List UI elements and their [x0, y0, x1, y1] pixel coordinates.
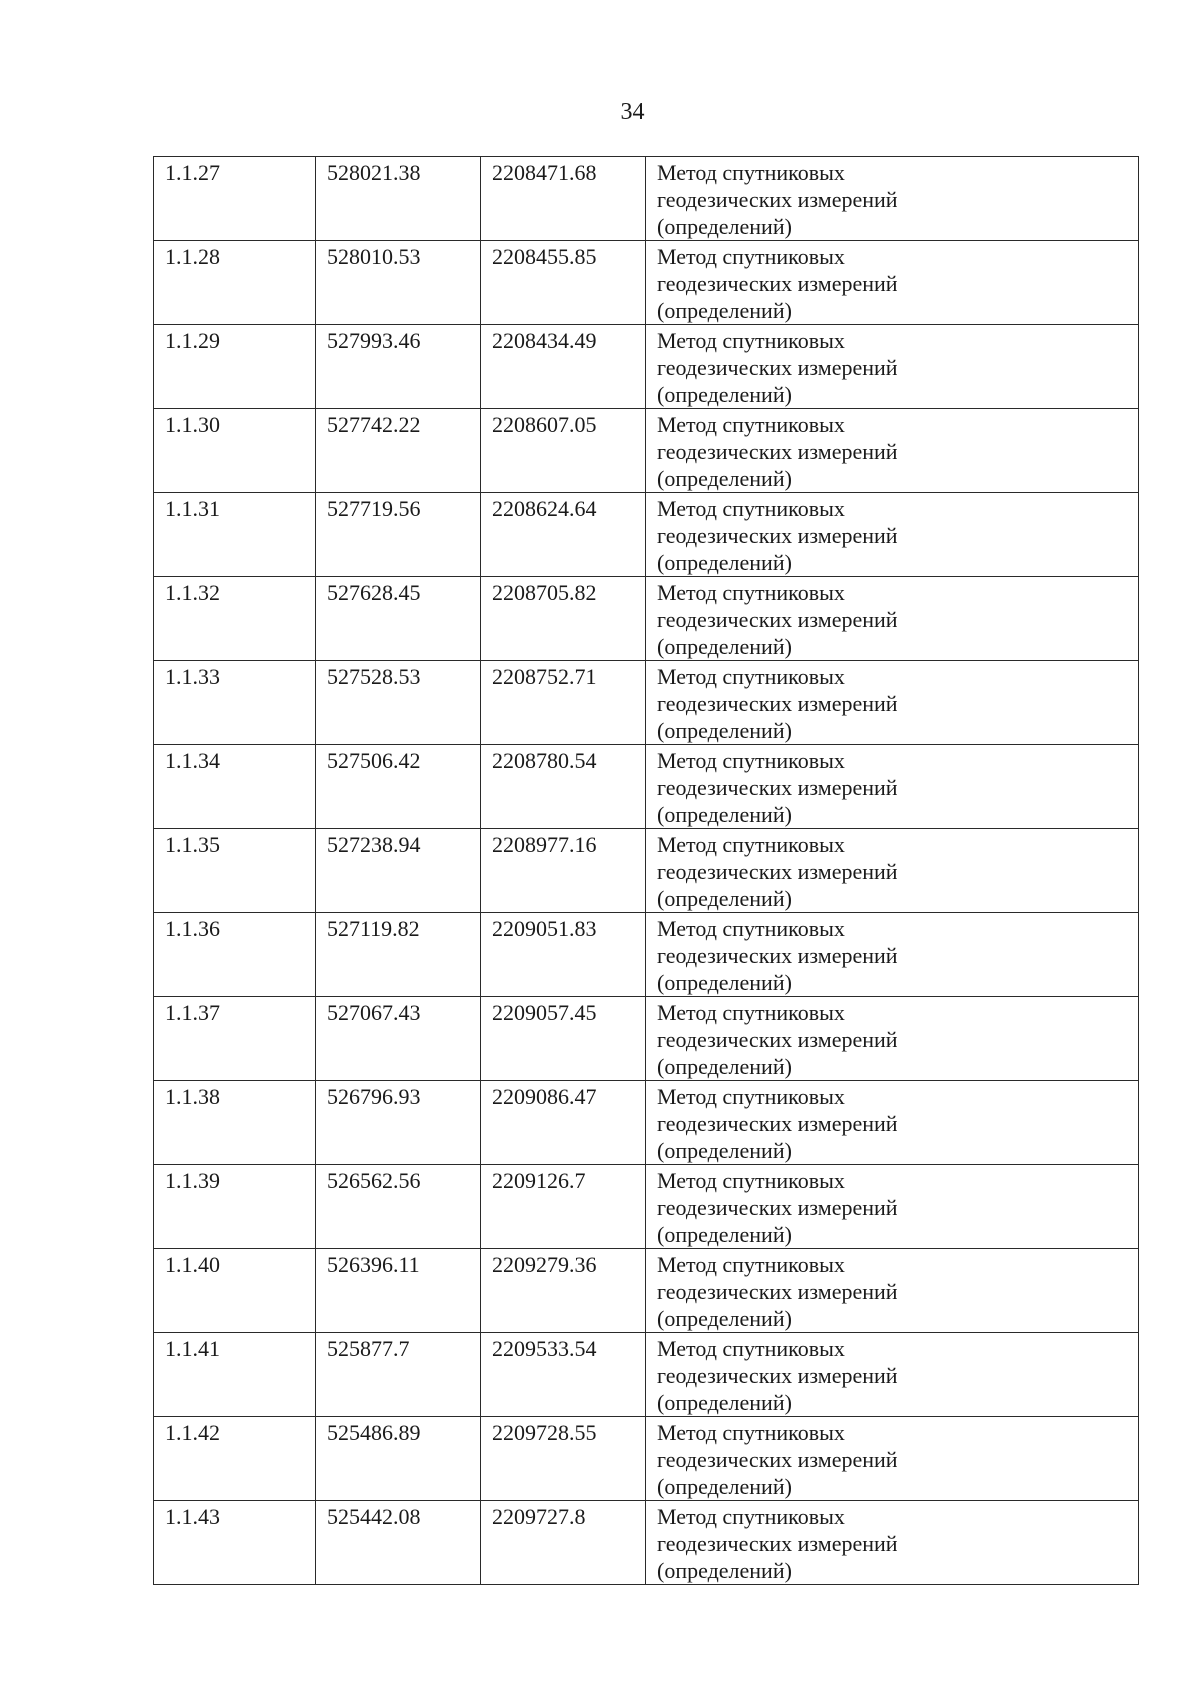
method-cell: Метод спутниковых геодезических измерений (определений) [646, 661, 1139, 745]
table-row [154, 1249, 1139, 1333]
method-cell: Метод спутниковых геодезических измерений (определений) [646, 409, 1139, 493]
method-cell: Метод спутниковых геодезических измерений (определений) [646, 829, 1139, 913]
x-coordinate-cell: 525877.7 [316, 1333, 481, 1417]
point-number-cell: 1.1.41 [154, 1333, 316, 1417]
coordinates-table [153, 156, 1139, 1585]
point-number-cell: 1.1.38 [154, 1081, 316, 1165]
y-coordinate-cell: 2208455.85 [481, 241, 646, 325]
table-row [154, 1417, 1139, 1501]
table-row [154, 913, 1139, 997]
y-coordinate-cell: 2208624.64 [481, 493, 646, 577]
x-coordinate-cell: 526796.93 [316, 1081, 481, 1165]
point-number-cell: 1.1.34 [154, 745, 316, 829]
y-coordinate-cell: 2208780.54 [481, 745, 646, 829]
table-row [154, 997, 1139, 1081]
table-row [154, 1165, 1139, 1249]
y-coordinate-cell: 2208977.16 [481, 829, 646, 913]
y-coordinate-cell: 2208434.49 [481, 325, 646, 409]
method-cell: Метод спутниковых геодезических измерений (определений) [646, 493, 1139, 577]
x-coordinate-cell: 527528.53 [316, 661, 481, 745]
y-coordinate-cell: 2209279.36 [481, 1249, 646, 1333]
x-coordinate-cell: 527742.22 [316, 409, 481, 493]
table-row [154, 157, 1139, 241]
method-cell: Метод спутниковых геодезических измерений (определений) [646, 745, 1139, 829]
method-cell: Метод спутниковых геодезических измерений (определений) [646, 577, 1139, 661]
point-number-cell: 1.1.28 [154, 241, 316, 325]
point-number-cell: 1.1.36 [154, 913, 316, 997]
y-coordinate-cell: 2209533.54 [481, 1333, 646, 1417]
table-row [154, 1081, 1139, 1165]
point-number-cell: 1.1.32 [154, 577, 316, 661]
table-row [154, 241, 1139, 325]
point-number-cell: 1.1.33 [154, 661, 316, 745]
table-row [154, 493, 1139, 577]
point-number-cell: 1.1.27 [154, 157, 316, 241]
point-number-cell: 1.1.29 [154, 325, 316, 409]
y-coordinate-cell: 2208607.05 [481, 409, 646, 493]
table-row [154, 661, 1139, 745]
method-cell: Метод спутниковых геодезических измерений (определений) [646, 1081, 1139, 1165]
table-row [154, 745, 1139, 829]
point-number-cell: 1.1.30 [154, 409, 316, 493]
method-cell: Метод спутниковых геодезических измерений (определений) [646, 913, 1139, 997]
x-coordinate-cell: 526396.11 [316, 1249, 481, 1333]
y-coordinate-cell: 2209086.47 [481, 1081, 646, 1165]
method-cell: Метод спутниковых геодезических измерений (определений) [646, 997, 1139, 1081]
method-cell: Метод спутниковых геодезических измерений (определений) [646, 1501, 1139, 1585]
y-coordinate-cell: 2209728.55 [481, 1417, 646, 1501]
table-row [154, 577, 1139, 661]
table-row [154, 1501, 1139, 1585]
x-coordinate-cell: 527506.42 [316, 745, 481, 829]
y-coordinate-cell: 2209126.7 [481, 1165, 646, 1249]
method-cell: Метод спутниковых геодезических измерений (определений) [646, 1333, 1139, 1417]
method-cell: Метод спутниковых геодезических измерений (определений) [646, 325, 1139, 409]
table-row [154, 1333, 1139, 1417]
table-row [154, 325, 1139, 409]
point-number-cell: 1.1.37 [154, 997, 316, 1081]
x-coordinate-cell: 527119.82 [316, 913, 481, 997]
point-number-cell: 1.1.40 [154, 1249, 316, 1333]
point-number-cell: 1.1.43 [154, 1501, 316, 1585]
x-coordinate-cell: 527067.43 [316, 997, 481, 1081]
table-row [154, 829, 1139, 913]
method-cell: Метод спутниковых геодезических измерений (определений) [646, 241, 1139, 325]
y-coordinate-cell: 2209051.83 [481, 913, 646, 997]
table-row [154, 409, 1139, 493]
x-coordinate-cell: 528010.53 [316, 241, 481, 325]
point-number-cell: 1.1.35 [154, 829, 316, 913]
x-coordinate-cell: 525486.89 [316, 1417, 481, 1501]
y-coordinate-cell: 2209057.45 [481, 997, 646, 1081]
x-coordinate-cell: 527238.94 [316, 829, 481, 913]
y-coordinate-cell: 2209727.8 [481, 1501, 646, 1585]
method-cell: Метод спутниковых геодезических измерений (определений) [646, 157, 1139, 241]
y-coordinate-cell: 2208471.68 [481, 157, 646, 241]
method-cell: Метод спутниковых геодезических измерений (определений) [646, 1165, 1139, 1249]
page-number: 34 [620, 99, 645, 125]
x-coordinate-cell: 526562.56 [316, 1165, 481, 1249]
x-coordinate-cell: 527993.46 [316, 325, 481, 409]
point-number-cell: 1.1.31 [154, 493, 316, 577]
method-cell: Метод спутниковых геодезических измерений (определений) [646, 1417, 1139, 1501]
coordinates-table-body [154, 157, 1139, 1585]
y-coordinate-cell: 2208705.82 [481, 577, 646, 661]
y-coordinate-cell: 2208752.71 [481, 661, 646, 745]
point-number-cell: 1.1.42 [154, 1417, 316, 1501]
x-coordinate-cell: 527719.56 [316, 493, 481, 577]
point-number-cell: 1.1.39 [154, 1165, 316, 1249]
x-coordinate-cell: 528021.38 [316, 157, 481, 241]
method-cell: Метод спутниковых геодезических измерений (определений) [646, 1249, 1139, 1333]
x-coordinate-cell: 527628.45 [316, 577, 481, 661]
x-coordinate-cell: 525442.08 [316, 1501, 481, 1585]
